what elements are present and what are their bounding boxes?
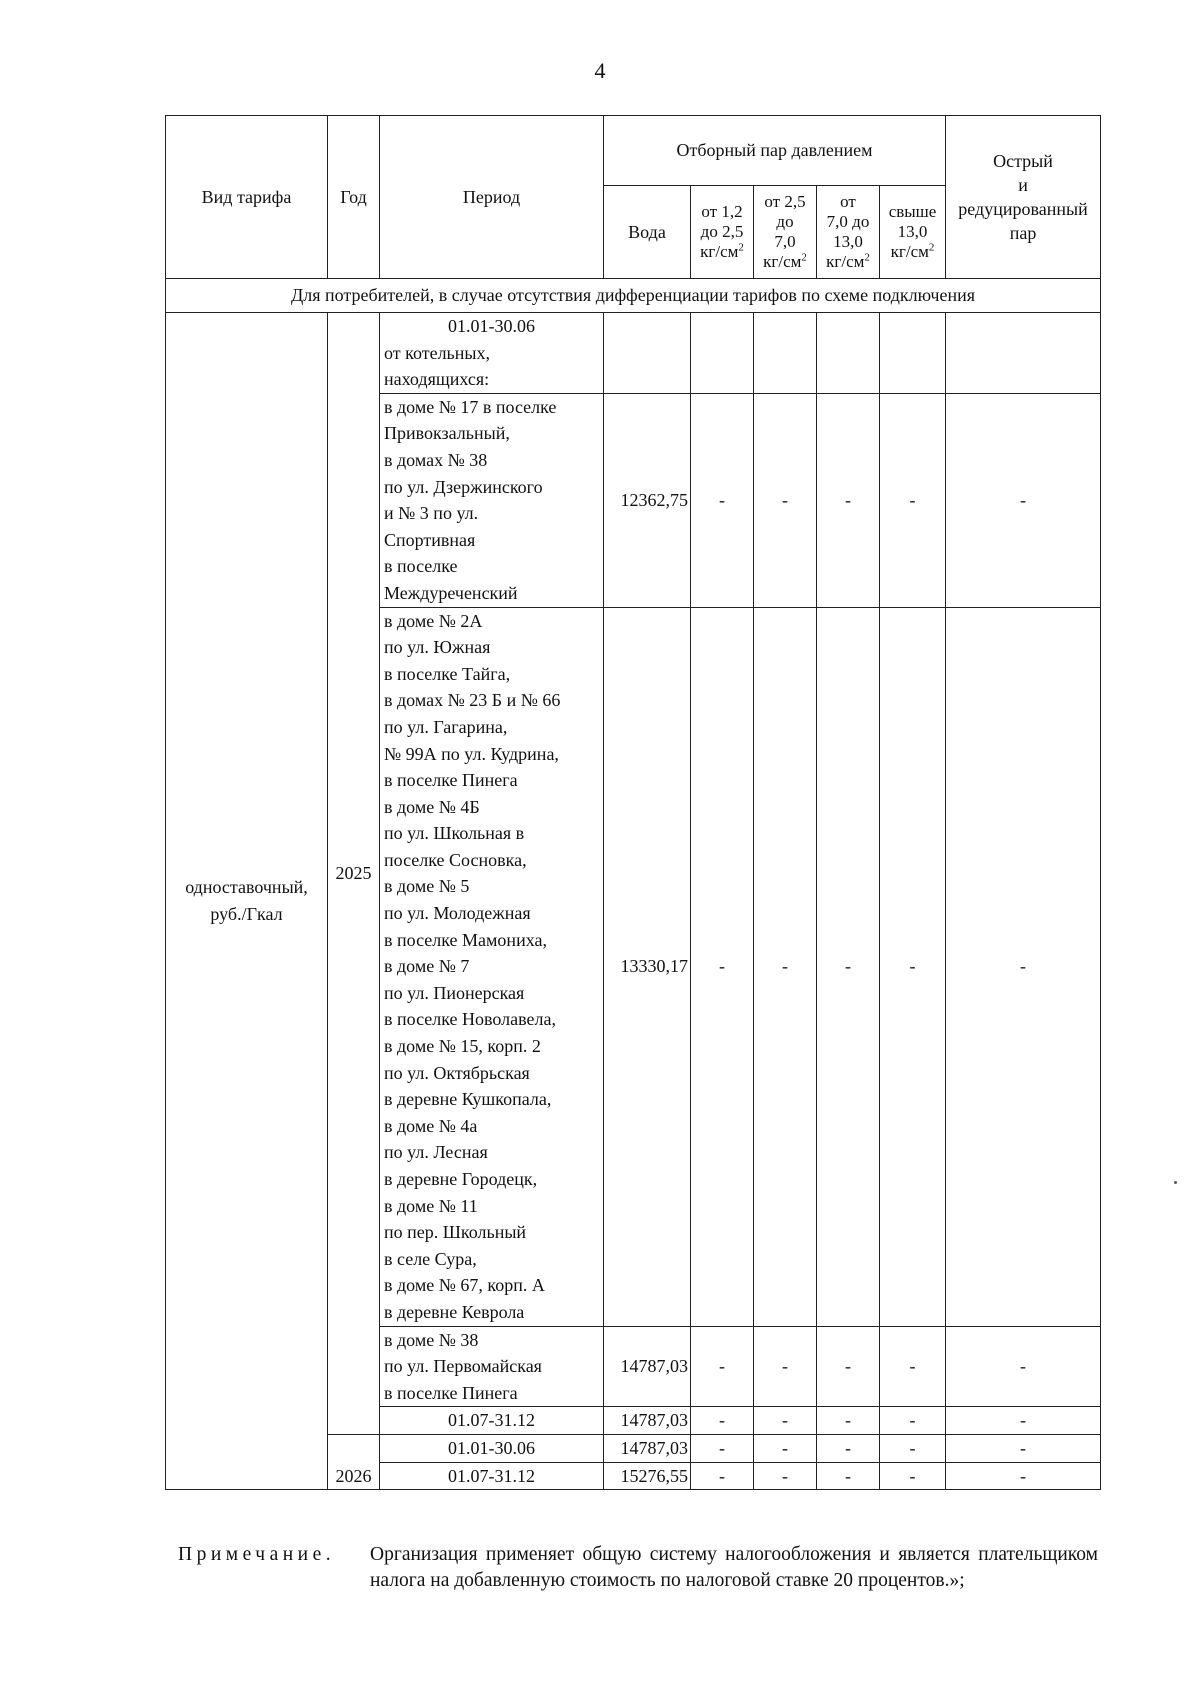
period-line: в поселке Пинега: [384, 770, 518, 791]
water-value: 14787,03: [604, 1326, 691, 1407]
tariff-value: -: [691, 1462, 754, 1490]
tariff-value: -: [880, 1434, 946, 1462]
tariff-value: [754, 313, 817, 394]
period-line: в поселке Тайга,: [384, 663, 511, 684]
header-tariff-type: Вид тарифа: [166, 116, 328, 279]
tariff-value: -: [754, 1462, 817, 1490]
period-line: № 99А по ул. Кудрина,: [384, 743, 559, 764]
period-line: в селе Сура,: [384, 1248, 477, 1269]
tariff-value: -: [691, 393, 754, 607]
tariff-type-cell: одноставочный, руб./Гкал: [166, 313, 328, 1490]
period-line: в поселке Мамониха,: [384, 929, 547, 950]
page-number: 4: [594, 58, 606, 83]
period-line: в деревне Кушкопала,: [384, 1089, 552, 1110]
period-line: по ул. Лесная: [384, 1142, 488, 1163]
period-line: по ул. Октябрьская: [384, 1062, 530, 1083]
header-hot-steam: Острый и редуцированный пар: [946, 116, 1101, 279]
tariff-value: -: [691, 1407, 754, 1435]
period-cell: 01.07-31.12: [380, 1462, 604, 1490]
period-line: по ул. Гагарина,: [384, 716, 508, 737]
tariff-value: [880, 313, 946, 394]
tariff-value: -: [754, 1434, 817, 1462]
tariff-value: -: [817, 393, 880, 607]
period-line: в доме № 2А: [384, 610, 483, 631]
period-line: в доме № 38: [384, 1329, 479, 1350]
period-line: в деревне Городецк,: [384, 1169, 538, 1189]
tariff-value: -: [880, 1326, 946, 1407]
period-line: по ул. Молодежная: [384, 903, 531, 924]
period-line: по ул. Южная: [384, 637, 491, 658]
period-line: 01.01-30.06: [448, 316, 535, 336]
scan-speck: [1174, 1181, 1177, 1184]
tariff-value: -: [817, 607, 880, 1326]
period-line: в домах № 38: [384, 449, 488, 470]
period-line: в доме № 67, корп. А: [384, 1275, 545, 1296]
tariff-value: [817, 313, 880, 394]
period-line: по ул. Дзержинского: [384, 476, 543, 497]
header-pressure-1: от 1,2 до 2,5 $кг/см^2$: [691, 186, 754, 279]
tariff-value: [691, 313, 754, 394]
tariff-value: -: [817, 1326, 880, 1407]
tariff-value: -: [754, 1407, 817, 1435]
period-line: от котельных,: [384, 342, 490, 363]
tariff-value: [946, 313, 1101, 394]
period-line: в доме № 4а: [384, 1115, 478, 1136]
tariff-value: -: [754, 393, 817, 607]
period-line: находящихся:: [384, 369, 490, 390]
period-line: в поселке: [384, 556, 458, 577]
tariff-value: -: [754, 1326, 817, 1407]
header-pressure-3: от 7,0 до 13,0 $кг/см^2$: [817, 186, 880, 279]
year-cell: 2026: [328, 1434, 380, 1489]
period-line: Спортивная: [384, 529, 476, 550]
tariff-value: -: [880, 1462, 946, 1490]
tariff-value: -: [817, 1462, 880, 1490]
header-period: Период: [380, 116, 604, 279]
period-line: в деревне Кеврола: [384, 1301, 525, 1322]
water-value: 15276,55: [604, 1462, 691, 1490]
period-line: и № 3 по ул.: [384, 503, 479, 524]
tariff-value: -: [946, 1462, 1101, 1490]
tariff-value: -: [691, 1434, 754, 1462]
period-cell: [380, 1326, 604, 1407]
note-text: Организация применяет общую систему налогообложения и является плательщиком налога на добавленную стоимость по налоговой ставке 20 процентов.»;: [370, 1544, 1098, 1591]
period-line: поселке Сосновка,: [384, 849, 527, 870]
period-line: в доме № 5: [384, 876, 470, 897]
period-line: в доме № 7: [384, 956, 470, 977]
header-year: Год: [328, 116, 380, 279]
water-value: [604, 313, 691, 394]
water-value: 14787,03: [604, 1434, 691, 1462]
tariff-value: -: [817, 1434, 880, 1462]
water-value: 14787,03: [604, 1407, 691, 1435]
table-row: [166, 313, 1101, 394]
period-line: в доме № 11: [384, 1195, 478, 1216]
tariff-value: -: [946, 1407, 1101, 1435]
tariff-value: -: [880, 393, 946, 607]
tariff-value: -: [691, 1326, 754, 1407]
period-line: по пер. Школьный: [384, 1222, 527, 1243]
tariff-table: [165, 115, 1101, 1490]
period-cell: [380, 313, 604, 394]
period-cell: [380, 607, 604, 1326]
tariff-value: -: [946, 393, 1101, 607]
period-cell: [380, 1407, 604, 1435]
period-cell: [380, 393, 604, 607]
period-cell: 01.01-30.06: [380, 1434, 604, 1462]
period-line: 01.07-31.12: [448, 1410, 535, 1431]
note-label: Примечание.: [178, 1544, 336, 1565]
period-line: в доме № 4Б: [384, 796, 480, 817]
period-line: по ул. Пионерская: [384, 982, 525, 1003]
water-value: 13330,17: [604, 607, 691, 1326]
tariff-value: -: [880, 607, 946, 1326]
period-line: в доме № 15, корп. 2: [384, 1036, 541, 1057]
header-pressure-2: от 2,5 до 7,0 $кг/см^2$: [754, 186, 817, 279]
period-line: в доме № 17 в поселке: [384, 396, 557, 417]
period-line: в поселке Новолавела,: [384, 1009, 557, 1030]
period-line: в домах № 23 Б и № 66: [384, 690, 561, 711]
tariff-value: -: [817, 1407, 880, 1435]
tariff-value: -: [880, 1407, 946, 1435]
year-cell: 2025: [328, 313, 380, 1435]
period-line: Привокзальный,: [384, 423, 510, 444]
header-selected-steam: Отборный пар давлением: [604, 116, 946, 186]
header-water: Вода: [604, 186, 691, 279]
period-line: по ул. Школьная в: [384, 823, 525, 844]
tariff-value: -: [946, 607, 1101, 1326]
header-pressure-4: свыше 13,0 $кг/см^2$: [880, 186, 946, 279]
tariff-value: -: [691, 607, 754, 1326]
tariff-value: -: [946, 1326, 1101, 1407]
tariff-value: -: [946, 1434, 1101, 1462]
period-line: по ул. Первомайская: [384, 1356, 542, 1377]
period-line: в поселке Пинега: [384, 1382, 518, 1403]
tariff-value: -: [754, 607, 817, 1326]
section-title: Для потребителей, в случае отсутствия дифференциации тарифов по схеме подключения: [166, 279, 1101, 313]
water-value: 12362,75: [604, 393, 691, 607]
period-line: Междуреченский: [384, 582, 518, 603]
